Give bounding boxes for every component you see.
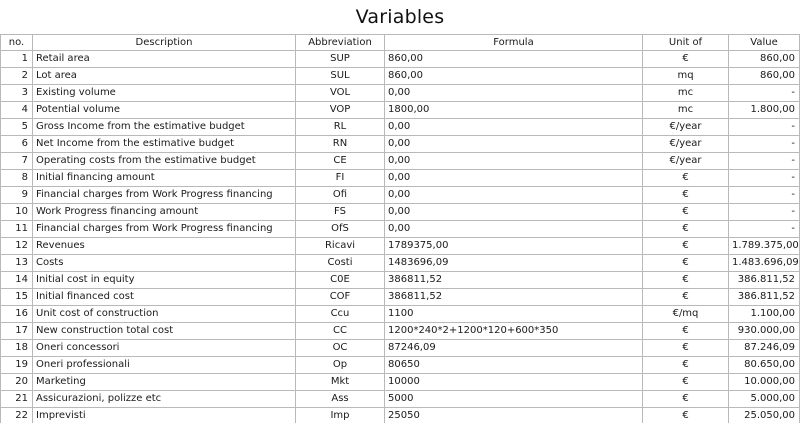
cell-description[interactable]: Costs [33, 255, 296, 272]
cell-no[interactable]: 8 [1, 170, 33, 187]
cell-value[interactable]: 1.100,00 [729, 306, 800, 323]
cell-formula[interactable]: 0,00 [385, 170, 643, 187]
table-row [1, 170, 800, 187]
cell-value[interactable]: - [729, 187, 800, 204]
table-row [1, 391, 800, 408]
cell-unit[interactable]: € [643, 408, 729, 423]
cell-value[interactable]: 860,00 [729, 68, 800, 85]
cell-no[interactable]: 15 [1, 289, 33, 306]
cell-unit[interactable]: € [643, 340, 729, 357]
cell-unit[interactable]: € [643, 357, 729, 374]
cell-abbreviation[interactable]: RN [296, 136, 385, 153]
cell-value[interactable]: - [729, 119, 800, 136]
table-row [1, 221, 800, 238]
cell-no[interactable]: 13 [1, 255, 33, 272]
cell-value[interactable]: - [729, 153, 800, 170]
cell-formula[interactable]: 0,00 [385, 204, 643, 221]
cell-description[interactable]: Work Progress financing amount [33, 204, 296, 221]
cell-description[interactable]: Revenues [33, 238, 296, 255]
cell-unit[interactable]: mc [643, 102, 729, 119]
cell-description[interactable]: Lot area [33, 68, 296, 85]
cell-abbreviation[interactable]: Ofi [296, 187, 385, 204]
cell-unit[interactable]: mq [643, 68, 729, 85]
table-row [1, 357, 800, 374]
cell-description[interactable]: Net Income from the estimative budget [33, 136, 296, 153]
table-row [1, 51, 800, 68]
cell-value[interactable]: 1.800,00 [729, 102, 800, 119]
table-row [1, 153, 800, 170]
header-no[interactable]: no. [1, 35, 33, 51]
cell-no[interactable]: 3 [1, 85, 33, 102]
cell-unit[interactable]: € [643, 272, 729, 289]
cell-formula[interactable]: 386811,52 [385, 289, 643, 306]
cell-formula[interactable]: 10000 [385, 374, 643, 391]
header-formula[interactable]: Formula [385, 35, 643, 51]
cell-no[interactable]: 2 [1, 68, 33, 85]
cell-unit[interactable]: € [643, 255, 729, 272]
cell-formula[interactable]: 0,00 [385, 136, 643, 153]
cell-value[interactable]: - [729, 170, 800, 187]
cell-description[interactable]: Oneri professionali [33, 357, 296, 374]
cell-description[interactable]: New construction total cost [33, 323, 296, 340]
cell-formula[interactable]: 5000 [385, 391, 643, 408]
table-row [1, 289, 800, 306]
cell-formula[interactable]: 1800,00 [385, 102, 643, 119]
table-row [1, 374, 800, 391]
cell-description[interactable]: Existing volume [33, 85, 296, 102]
cell-no[interactable]: 14 [1, 272, 33, 289]
header-value[interactable]: Value [729, 35, 800, 51]
cell-unit[interactable]: € [643, 289, 729, 306]
cell-no[interactable]: 12 [1, 238, 33, 255]
variables-table [0, 34, 800, 423]
cell-no[interactable]: 10 [1, 204, 33, 221]
table-row [1, 119, 800, 136]
cell-formula[interactable]: 1789375,00 [385, 238, 643, 255]
table-row [1, 85, 800, 102]
cell-value[interactable]: 25.050,00 [729, 408, 800, 423]
cell-value[interactable]: 1.789.375,00 [729, 238, 800, 255]
cell-no[interactable]: 17 [1, 323, 33, 340]
cell-value[interactable]: - [729, 204, 800, 221]
table-row [1, 187, 800, 204]
cell-description[interactable]: Initial financing amount [33, 170, 296, 187]
cell-unit[interactable]: €/mq [643, 306, 729, 323]
cell-unit[interactable]: € [643, 51, 729, 68]
cell-description[interactable]: Marketing [33, 374, 296, 391]
cell-value[interactable]: - [729, 85, 800, 102]
cell-abbreviation[interactable]: RL [296, 119, 385, 136]
cell-description[interactable]: Potential volume [33, 102, 296, 119]
cell-abbreviation[interactable]: Ccu [296, 306, 385, 323]
header-abbreviation[interactable]: Abbreviation [296, 35, 385, 51]
cell-value[interactable]: 1.483.696,09 [729, 255, 800, 272]
cell-description[interactable]: Initial cost in equity [33, 272, 296, 289]
cell-formula[interactable]: 0,00 [385, 119, 643, 136]
cell-value[interactable]: 80.650,00 [729, 357, 800, 374]
cell-no[interactable]: 21 [1, 391, 33, 408]
cell-abbreviation[interactable]: COF [296, 289, 385, 306]
header-unit[interactable]: Unit of [643, 35, 729, 51]
cell-no[interactable]: 18 [1, 340, 33, 357]
cell-description[interactable]: Oneri concessori [33, 340, 296, 357]
cell-unit[interactable]: € [643, 391, 729, 408]
cell-value[interactable]: 860,00 [729, 51, 800, 68]
cell-formula[interactable]: 0,00 [385, 85, 643, 102]
cell-no[interactable]: 20 [1, 374, 33, 391]
table-row [1, 238, 800, 255]
cell-unit[interactable]: € [643, 204, 729, 221]
cell-value[interactable]: - [729, 136, 800, 153]
table-row [1, 272, 800, 289]
cell-no[interactable]: 1 [1, 51, 33, 68]
cell-abbreviation[interactable]: Ass [296, 391, 385, 408]
cell-no[interactable]: 22 [1, 408, 33, 423]
table-row [1, 68, 800, 85]
cell-description[interactable]: Initial financed cost [33, 289, 296, 306]
cell-abbreviation[interactable]: VOP [296, 102, 385, 119]
cell-unit[interactable]: €/year [643, 119, 729, 136]
cell-formula[interactable]: 87246,09 [385, 340, 643, 357]
cell-abbreviation[interactable]: Op [296, 357, 385, 374]
cell-formula[interactable]: 386811,52 [385, 272, 643, 289]
cell-abbreviation[interactable]: SUP [296, 51, 385, 68]
cell-abbreviation[interactable]: SUL [296, 68, 385, 85]
cell-unit[interactable]: € [643, 221, 729, 238]
cell-value[interactable]: 386.811,52 [729, 289, 800, 306]
cell-abbreviation[interactable]: C0E [296, 272, 385, 289]
table-row [1, 323, 800, 340]
cell-description[interactable]: Financial charges from Work Progress financing [33, 187, 296, 204]
cell-formula[interactable]: 1100 [385, 306, 643, 323]
cell-abbreviation[interactable]: Costi [296, 255, 385, 272]
cell-abbreviation[interactable]: OC [296, 340, 385, 357]
table-row [1, 340, 800, 357]
header-description[interactable]: Description [33, 35, 296, 51]
cell-formula[interactable]: 0,00 [385, 221, 643, 238]
cell-abbreviation[interactable]: CE [296, 153, 385, 170]
table-row [1, 255, 800, 272]
cell-no[interactable]: 9 [1, 187, 33, 204]
cell-description[interactable]: Financial charges from Work Progress financing [33, 221, 296, 238]
cell-unit[interactable]: €/year [643, 136, 729, 153]
cell-no[interactable]: 19 [1, 357, 33, 374]
cell-unit[interactable]: € [643, 323, 729, 340]
cell-no[interactable]: 16 [1, 306, 33, 323]
cell-abbreviation[interactable]: CC [296, 323, 385, 340]
table-row [1, 136, 800, 153]
cell-abbreviation[interactable]: Ricavi [296, 238, 385, 255]
cell-formula[interactable]: 1483696,09 [385, 255, 643, 272]
cell-value[interactable]: 386.811,52 [729, 272, 800, 289]
cell-formula[interactable]: 1200*240*2+1200*120+600*350 [385, 323, 643, 340]
sheet-title: Variables [355, 6, 445, 28]
cell-unit[interactable]: € [643, 187, 729, 204]
cell-value[interactable]: 87.246,09 [729, 340, 800, 357]
table-header-row [1, 35, 800, 51]
table-row [1, 408, 800, 423]
cell-unit[interactable]: mc [643, 85, 729, 102]
cell-abbreviation[interactable]: FS [296, 204, 385, 221]
cell-formula[interactable]: 25050 [385, 408, 643, 423]
cell-value[interactable]: 930.000,00 [729, 323, 800, 340]
cell-formula[interactable]: 860,00 [385, 68, 643, 85]
cell-abbreviation[interactable]: OfS [296, 221, 385, 238]
cell-unit[interactable]: € [643, 238, 729, 255]
cell-description[interactable]: Gross Income from the estimative budget [33, 119, 296, 136]
cell-abbreviation[interactable]: Imp [296, 408, 385, 423]
cell-no[interactable]: 6 [1, 136, 33, 153]
cell-formula[interactable]: 80650 [385, 357, 643, 374]
cell-description[interactable]: Imprevisti [33, 408, 296, 423]
cell-abbreviation[interactable]: FI [296, 170, 385, 187]
cell-formula[interactable]: 0,00 [385, 153, 643, 170]
cell-formula[interactable]: 0,00 [385, 187, 643, 204]
cell-description[interactable]: Operating costs from the estimative budget [33, 153, 296, 170]
cell-value[interactable]: 10.000,00 [729, 374, 800, 391]
cell-value[interactable]: - [729, 221, 800, 238]
cell-description[interactable]: Assicurazioni, polizze etc [33, 391, 296, 408]
table-row [1, 204, 800, 221]
cell-abbreviation[interactable]: Mkt [296, 374, 385, 391]
cell-abbreviation[interactable]: VOL [296, 85, 385, 102]
cell-formula[interactable]: 860,00 [385, 51, 643, 68]
table-row [1, 306, 800, 323]
cell-value[interactable]: 5.000,00 [729, 391, 800, 408]
cell-no[interactable]: 5 [1, 119, 33, 136]
cell-description[interactable]: Retail area [33, 51, 296, 68]
table-body [1, 51, 800, 423]
cell-no[interactable]: 4 [1, 102, 33, 119]
cell-unit[interactable]: € [643, 374, 729, 391]
cell-unit[interactable]: €/year [643, 153, 729, 170]
table-row [1, 102, 800, 119]
cell-unit[interactable]: € [643, 170, 729, 187]
cell-description[interactable]: Unit cost of construction [33, 306, 296, 323]
cell-no[interactable]: 11 [1, 221, 33, 238]
cell-no[interactable]: 7 [1, 153, 33, 170]
